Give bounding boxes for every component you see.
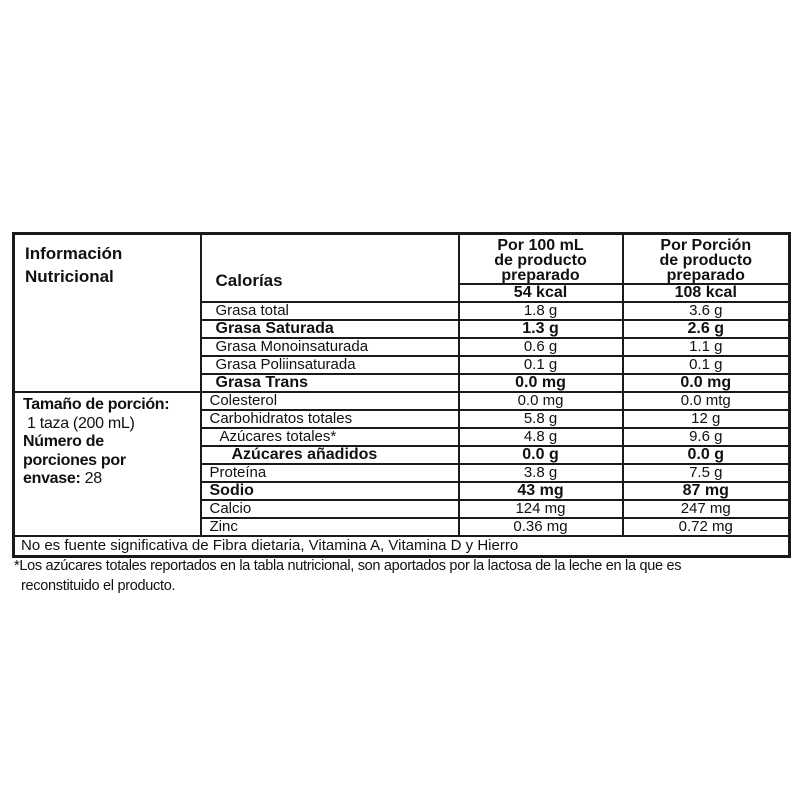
col-header-porcion-line1: Por Porción [660,237,752,254]
nutrient-value-porcion: 87 mg [623,482,790,500]
nutrient-value-100ml: 43 mg [459,482,623,500]
nutrient-value-100ml: 1.8 g [459,302,623,320]
col-header-100ml-line2: de producto [494,252,587,269]
nutrient-value-porcion: 247 mg [623,500,790,518]
nutrient-label: Azúcares añadidos [201,446,459,464]
nutrient-value-porcion: 0.72 mg [623,518,790,536]
nutrient-label: Colesterol [201,392,459,410]
serving-size-value: 1 taza (200 mL) [27,414,135,432]
calories-label: Calorías [215,271,283,290]
nutrient-label: Grasa Trans [201,374,459,392]
nutrient-value-porcion: 7.5 g [623,464,790,482]
nutrient-value-100ml: 0.0 mg [459,392,623,410]
nutrient-label: Calcio [201,500,459,518]
servings-count-value: 28 [84,470,102,487]
nutrient-value-porcion: 0.0 g [623,446,790,464]
footnote-line1: *Los azúcares totales reportados en la tabla nutricional, son aportados por la lactosa de la leche en la que es [14,558,682,574]
nutrient-label: Grasa Saturada [201,320,459,338]
nutrient-value-100ml: 0.6 g [459,338,623,356]
nutrient-value-100ml: 0.0 g [459,446,623,464]
serving-size-label: Tamaño de porción: [23,396,170,413]
nutrient-label: Grasa Poliinsaturada [201,356,459,374]
col-header-100ml [459,234,623,285]
nutrient-label: Azúcares totales* [201,428,459,446]
nutrient-value-100ml: 1.3 g [459,320,623,338]
nutrient-value-100ml: 0.1 g [459,356,623,374]
servings-count-label: envase: [23,470,81,487]
nutrient-value-100ml: 124 mg [459,500,623,518]
nutrient-value-porcion: 9.6 g [623,428,790,446]
nutrient-label: Sodio [201,482,459,500]
nutrient-value-100ml: 0.36 mg [459,518,623,536]
col-header-porcion-line3: preparado [666,267,745,284]
nutrient-value-porcion: 0.0 mtg [623,392,790,410]
significance-note: No es fuente significativa de Fibra dietaria, Vitamina A, Vitamina D y Hierro [14,536,790,556]
nutrient-label: Carbohidratos totales [201,410,459,428]
nutrient-value-100ml: 3.8 g [459,464,623,482]
col-header-porcion [623,234,790,285]
nutrient-label: Grasa Monoinsaturada [201,338,459,356]
nutrient-value-porcion: 0.1 g [623,356,790,374]
significance-note-row [14,536,790,556]
servings-count-line1: Número de [23,433,104,450]
footnote-line2: reconstituido el producto. [21,577,176,594]
nutrient-label: Grasa total [201,302,459,320]
col-header-porcion-line2: de producto [659,252,752,269]
info-title-line2: Nutricional [25,267,114,286]
nutrient-label: Proteína [201,464,459,482]
servings-count-line2: porciones por [23,451,126,469]
nutrient-value-porcion: 2.6 g [623,320,790,338]
calories-label-cell [201,234,459,303]
col-header-100ml-line1: Por 100 mL [497,237,584,254]
nutrient-value-100ml: 4.8 g [459,428,623,446]
nutrient-label: Zinc [201,518,459,536]
asterisk-footnote [14,557,734,596]
nutrient-value-porcion: 3.6 g [623,302,790,320]
info-title-cell [14,234,201,393]
kcal-porcion-value: 108 kcal [623,284,790,302]
info-title-line1: Información [25,244,123,263]
nutrient-value-porcion: 1.1 g [623,338,790,356]
nutrient-row-colesterol [14,392,790,410]
servings-count-line3 [23,470,194,489]
serving-size-cell [14,392,201,536]
nutrition-table [12,232,791,558]
nutrient-value-100ml: 0.0 mg [459,374,623,392]
table-header-row [14,234,790,285]
kcal-100ml-value: 54 kcal [459,284,623,302]
nutrient-value-porcion: 0.0 mg [623,374,790,392]
nutrient-value-100ml: 5.8 g [459,410,623,428]
nutrient-value-porcion: 12 g [623,410,790,428]
col-header-100ml-line3: preparado [501,267,580,284]
